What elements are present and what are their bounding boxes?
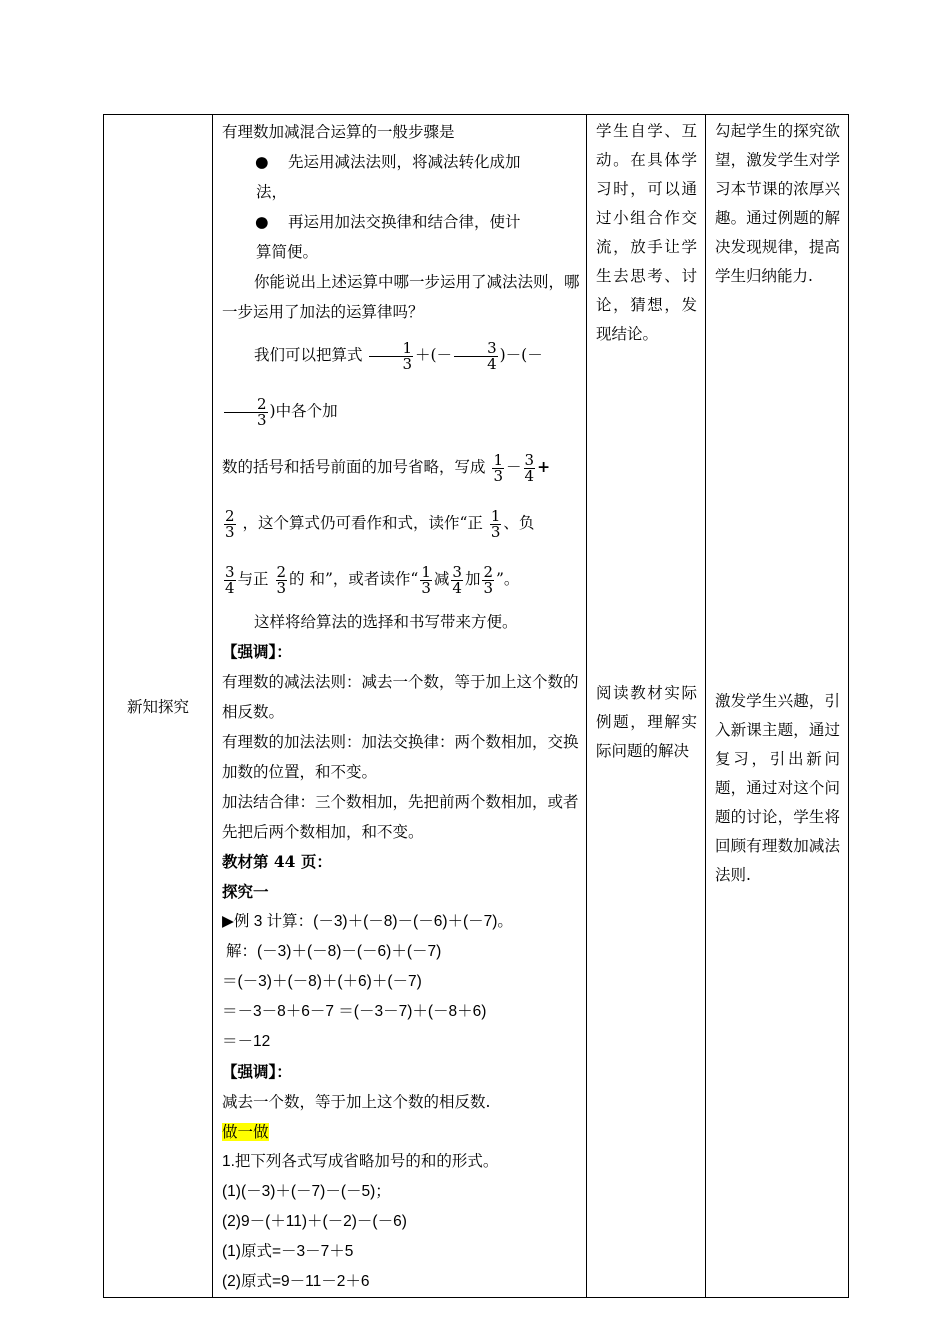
fraction: $\frac{1}{3}$	[369, 341, 413, 372]
try-it-label: 做一做	[222, 1123, 269, 1141]
student-activity-1: 学生自学、互动。在具体学习时，可以通过小组合作交流，放手让学生去思考、讨论，猜想，发现结论。	[596, 122, 697, 343]
content-cell	[213, 115, 587, 1298]
lesson-table	[103, 114, 849, 1298]
student-activity-2: 阅读教材实际例题，理解实际问题的解决	[596, 684, 697, 760]
row-label: 新知探究	[126, 698, 189, 716]
exercise-q2: (2)9－(＋11)＋(－2)－(－6)	[222, 1213, 407, 1230]
exercise-q1: (1)(－3)＋(－7)－(－5)；	[222, 1183, 391, 1200]
fraction: $\frac{3}{4}$	[225, 562, 235, 597]
design-intent-cell	[706, 115, 849, 1298]
explore-heading: 探究一	[222, 882, 269, 901]
convenience-text: 这样将给算法的选择和书写带来方便。	[254, 613, 518, 631]
bullet-item-2: ● 再运用加法交换律和结合律，使计	[255, 213, 521, 231]
row-label-cell	[104, 115, 213, 1298]
student-activity-cell	[587, 115, 706, 1298]
fraction: $\frac{2}{3}$	[276, 562, 287, 597]
rule-addition: 有理数的加法法则：加法交换律：两个数相加，交换加数的位置，和不变。	[222, 733, 579, 781]
solution-line-3: ＝－3－8＋6－7 ＝(－3－7)＋(－8＋6)	[222, 1003, 487, 1020]
emphasis-heading: 【强调】：	[222, 1062, 292, 1081]
emphasis-heading: 【强调】：	[222, 642, 292, 661]
exercise-task: 1.把下列各式写成省略加号的和的形式。	[222, 1153, 499, 1170]
solution-line-4: ＝－12	[222, 1033, 271, 1050]
fraction: $\frac{3}{4}$	[524, 450, 535, 485]
math-line-3: $\frac{2}{3}$ ，这个算式仍可看作和式，读作“正 $\frac{1}{3}$ 、负	[225, 506, 535, 541]
fraction: $\frac{1}{3}$	[493, 450, 503, 485]
example-3: ▶例 3 计算：(－3)＋(－8)－(－6)＋(－7)。	[222, 913, 513, 930]
fraction: $\frac{2}{3}$	[225, 506, 235, 541]
fraction: $\frac{3}{4}$	[452, 562, 462, 597]
rule-opposite: 减去一个数，等于加上这个数的相反数.	[222, 1093, 491, 1111]
table-row	[104, 115, 849, 1298]
textbook-ref: 教材第 44 页：	[222, 852, 332, 871]
bullet-item-1: ● 先运用减法法则，将减法转化成加	[255, 153, 521, 171]
exercise-a1: (1)原式=－3－7＋5	[222, 1243, 354, 1260]
design-intent-1: 勾起学生的探究欲望，激发学生对学习本节课的浓厚兴趣。通过例题的解决发现规律，提高学生归纳能力.	[715, 122, 840, 285]
fraction: $\frac{2}{3}$	[483, 562, 493, 597]
design-intent-2: 激发学生兴趣，引入新课主题，通过复习，引出新问题，通过对这个问题的讨论，学生将回顾有理数加减法法则.	[715, 692, 840, 884]
math-line-4: $\frac{3}{4}$ 与正 $\frac{2}{3}$ 的 和”，或者读作“ $\frac{1}{3}$ 减 $\frac{3}{4}$ 加 $\frac{2}{3}$ ”。	[225, 562, 520, 597]
bullet-item-1-cont: 法，	[256, 183, 288, 201]
bullet-item-2-cont: 算简便。	[256, 243, 319, 261]
fraction: $\frac{3}{4}$	[454, 341, 498, 372]
exercise-a2: (2)原式=9－11－2＋6	[222, 1273, 370, 1290]
question-text: 你能说出上述运算中哪一步运用了减法法则，哪一步运用了加法的运算律吗？	[222, 273, 580, 321]
fraction: $\frac{1}{3}$	[490, 506, 501, 541]
math-line-2: 数的括号和括号前面的加号省略，写成 $\frac{1}{3}$ － $\frac{3}{4}$ +	[222, 450, 551, 485]
fraction: $\frac{2}{3}$	[224, 397, 268, 428]
rule-subtraction: 有理数的减法法则：减去一个数，等于加上这个数的相反数。	[222, 673, 579, 721]
rule-associative: 加法结合律：三个数相加，先把前两个数相加，或者先把后两个数相加，和不变。	[222, 793, 579, 841]
solution-line-1: 解：(－3)＋(－8)－(－6)＋(－7)	[226, 943, 442, 960]
solution-line-2: ＝(－3)＋(－8)＋(＋6)＋(－7)	[222, 973, 422, 990]
math-line-1: 我们可以把算式 $\frac{1}{3}$ ＋(－ $\frac{3}{4}$ )－(－ $\frac{2}{3}$ )中各个加	[222, 327, 580, 439]
fraction: $\frac{1}{3}$	[421, 562, 431, 597]
intro-text: 有理数加减混合运算的一般步骤是	[222, 123, 455, 141]
